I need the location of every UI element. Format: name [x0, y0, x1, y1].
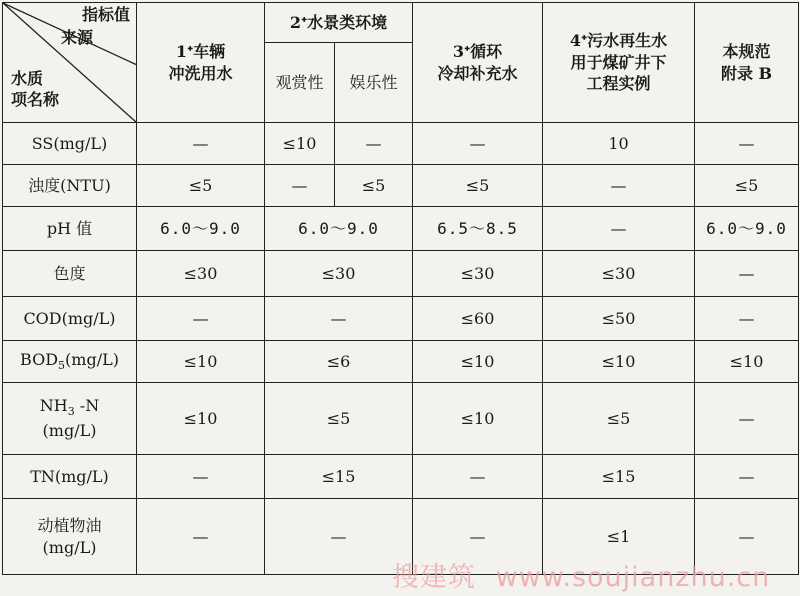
col-header-recreational: 娱乐性 [335, 43, 413, 123]
cell-ss-c1: — [137, 123, 265, 165]
cell-tn-c1: — [137, 455, 265, 499]
cell-bod5-c5: ≤10 [695, 341, 799, 383]
table-row-ph [3, 207, 799, 251]
row-label-bod5 [3, 341, 137, 383]
cell-tn-c3: — [413, 455, 543, 499]
cell-bod5-c4: ≤10 [543, 341, 695, 383]
corner-label-item [11, 69, 59, 111]
cell-cod-c4: ≤50 [543, 297, 695, 341]
water-quality-table [2, 2, 799, 575]
row-label-tn: TN(mg/L) [3, 455, 137, 499]
watermark-url: www.soujianzhu.cn [495, 562, 771, 593]
col-header-landscape: 2ᐩ水景类环境 [265, 3, 413, 43]
row-label-oil: 动植物油 (mg/L) [3, 499, 137, 575]
cell-tn-c5: — [695, 455, 799, 499]
cell-cod-c1: — [137, 297, 265, 341]
col-header-cooling: 3ᐩ循环 冷却补充水 [413, 3, 543, 123]
col-header-vehicle-wash: 1ᐩ车辆 冲洗用水 [137, 3, 265, 123]
corner-label-item-line1: 水质 [11, 69, 44, 88]
cell-cod-c2: — [265, 297, 413, 341]
table-row-cod [3, 297, 799, 341]
corner-label-item-line2: 项名称 [11, 89, 60, 109]
row-label-nh3n-post: -N [74, 396, 100, 416]
cell-nh3n-c4: ≤5 [543, 383, 695, 455]
cell-ph-c2: 6.0～9.0 [265, 207, 413, 251]
watermark-brand: 搜建筑 [392, 562, 476, 593]
table-row-tn [3, 455, 799, 499]
cell-ss-c2b: — [335, 123, 413, 165]
cell-ss-c3: — [413, 123, 543, 165]
cell-ph-c4: — [543, 207, 695, 251]
row-label-nh3n-pre: NH [39, 396, 68, 416]
cell-color-c5: — [695, 251, 799, 297]
cell-ss-c4: 10 [543, 123, 695, 165]
cell-bod5-c1: ≤10 [137, 341, 265, 383]
cell-color-c1: ≤30 [137, 251, 265, 297]
cell-bod5-c3: ≤10 [413, 341, 543, 383]
corner-label-indicator: 指标值 [81, 5, 130, 24]
table-row-color [3, 251, 799, 297]
cell-tn-c2: ≤15 [265, 455, 413, 499]
cell-oil-c1: — [137, 499, 265, 575]
cell-ntu-c2a: — [265, 165, 335, 207]
cell-ss-c2a: ≤10 [265, 123, 335, 165]
cell-color-c2: ≤30 [265, 251, 413, 297]
cell-ph-c5: 6.0～9.0 [695, 207, 799, 251]
cell-ntu-c3: ≤5 [413, 165, 543, 207]
cell-nh3n-c2: ≤5 [265, 383, 413, 455]
cell-cod-c5: — [695, 297, 799, 341]
cell-ph-c1: 6.0～9.0 [137, 207, 265, 251]
cell-ntu-c5: ≤5 [695, 165, 799, 207]
cell-oil-c2: — [265, 499, 413, 575]
header-corner-cell [3, 3, 137, 123]
cell-color-c3: ≤30 [413, 251, 543, 297]
row-label-cod: COD(mg/L) [3, 297, 137, 341]
cell-ntu-c1: ≤5 [137, 165, 265, 207]
table-row-bod5 [3, 341, 799, 383]
row-label-nh3n [3, 383, 137, 455]
col-header-appendix-b: 本规范 附录 B [695, 3, 799, 123]
row-label-nh3n-sub: 3 [67, 405, 75, 419]
site-watermark [392, 555, 770, 594]
cell-nh3n-c1: ≤10 [137, 383, 265, 455]
row-label-bod5-pre: BOD [20, 349, 59, 369]
cell-ss-c5: — [695, 123, 799, 165]
row-label-turbidity: 浊度(NTU) [3, 165, 137, 207]
row-label-ss: SS(mg/L) [3, 123, 137, 165]
col-header-ornamental: 观赏性 [265, 43, 335, 123]
cell-oil-c5: — [695, 499, 799, 575]
table-row-ss [3, 123, 799, 165]
cell-ntu-c2b: ≤5 [335, 165, 413, 207]
cell-oil-c3: — [413, 499, 543, 575]
cell-nh3n-c5: — [695, 383, 799, 455]
cell-tn-c4: ≤15 [543, 455, 695, 499]
cell-oil-c4: ≤1 [543, 499, 695, 575]
cell-bod5-c2: ≤6 [265, 341, 413, 383]
row-label-ph: pH 值 [3, 207, 137, 251]
table-row-turbidity [3, 165, 799, 207]
cell-cod-c3: ≤60 [413, 297, 543, 341]
corner-label-source: 来源 [61, 28, 94, 47]
col-header-mine-reuse: 4ᐩ污水再生水 用于煤矿井下 工程实例 [543, 3, 695, 123]
row-label-bod5-sub: 5 [58, 359, 66, 373]
row-label-bod5-unit: (mg/L) [65, 349, 119, 369]
table-row-nh3n [3, 383, 799, 455]
cell-ph-c3: 6.5～8.5 [413, 207, 543, 251]
cell-ntu-c4: — [543, 165, 695, 207]
row-label-color: 色度 [3, 251, 137, 297]
cell-nh3n-c3: ≤10 [413, 383, 543, 455]
row-label-nh3n-unit: (mg/L) [42, 421, 97, 441]
cell-color-c4: ≤30 [543, 251, 695, 297]
